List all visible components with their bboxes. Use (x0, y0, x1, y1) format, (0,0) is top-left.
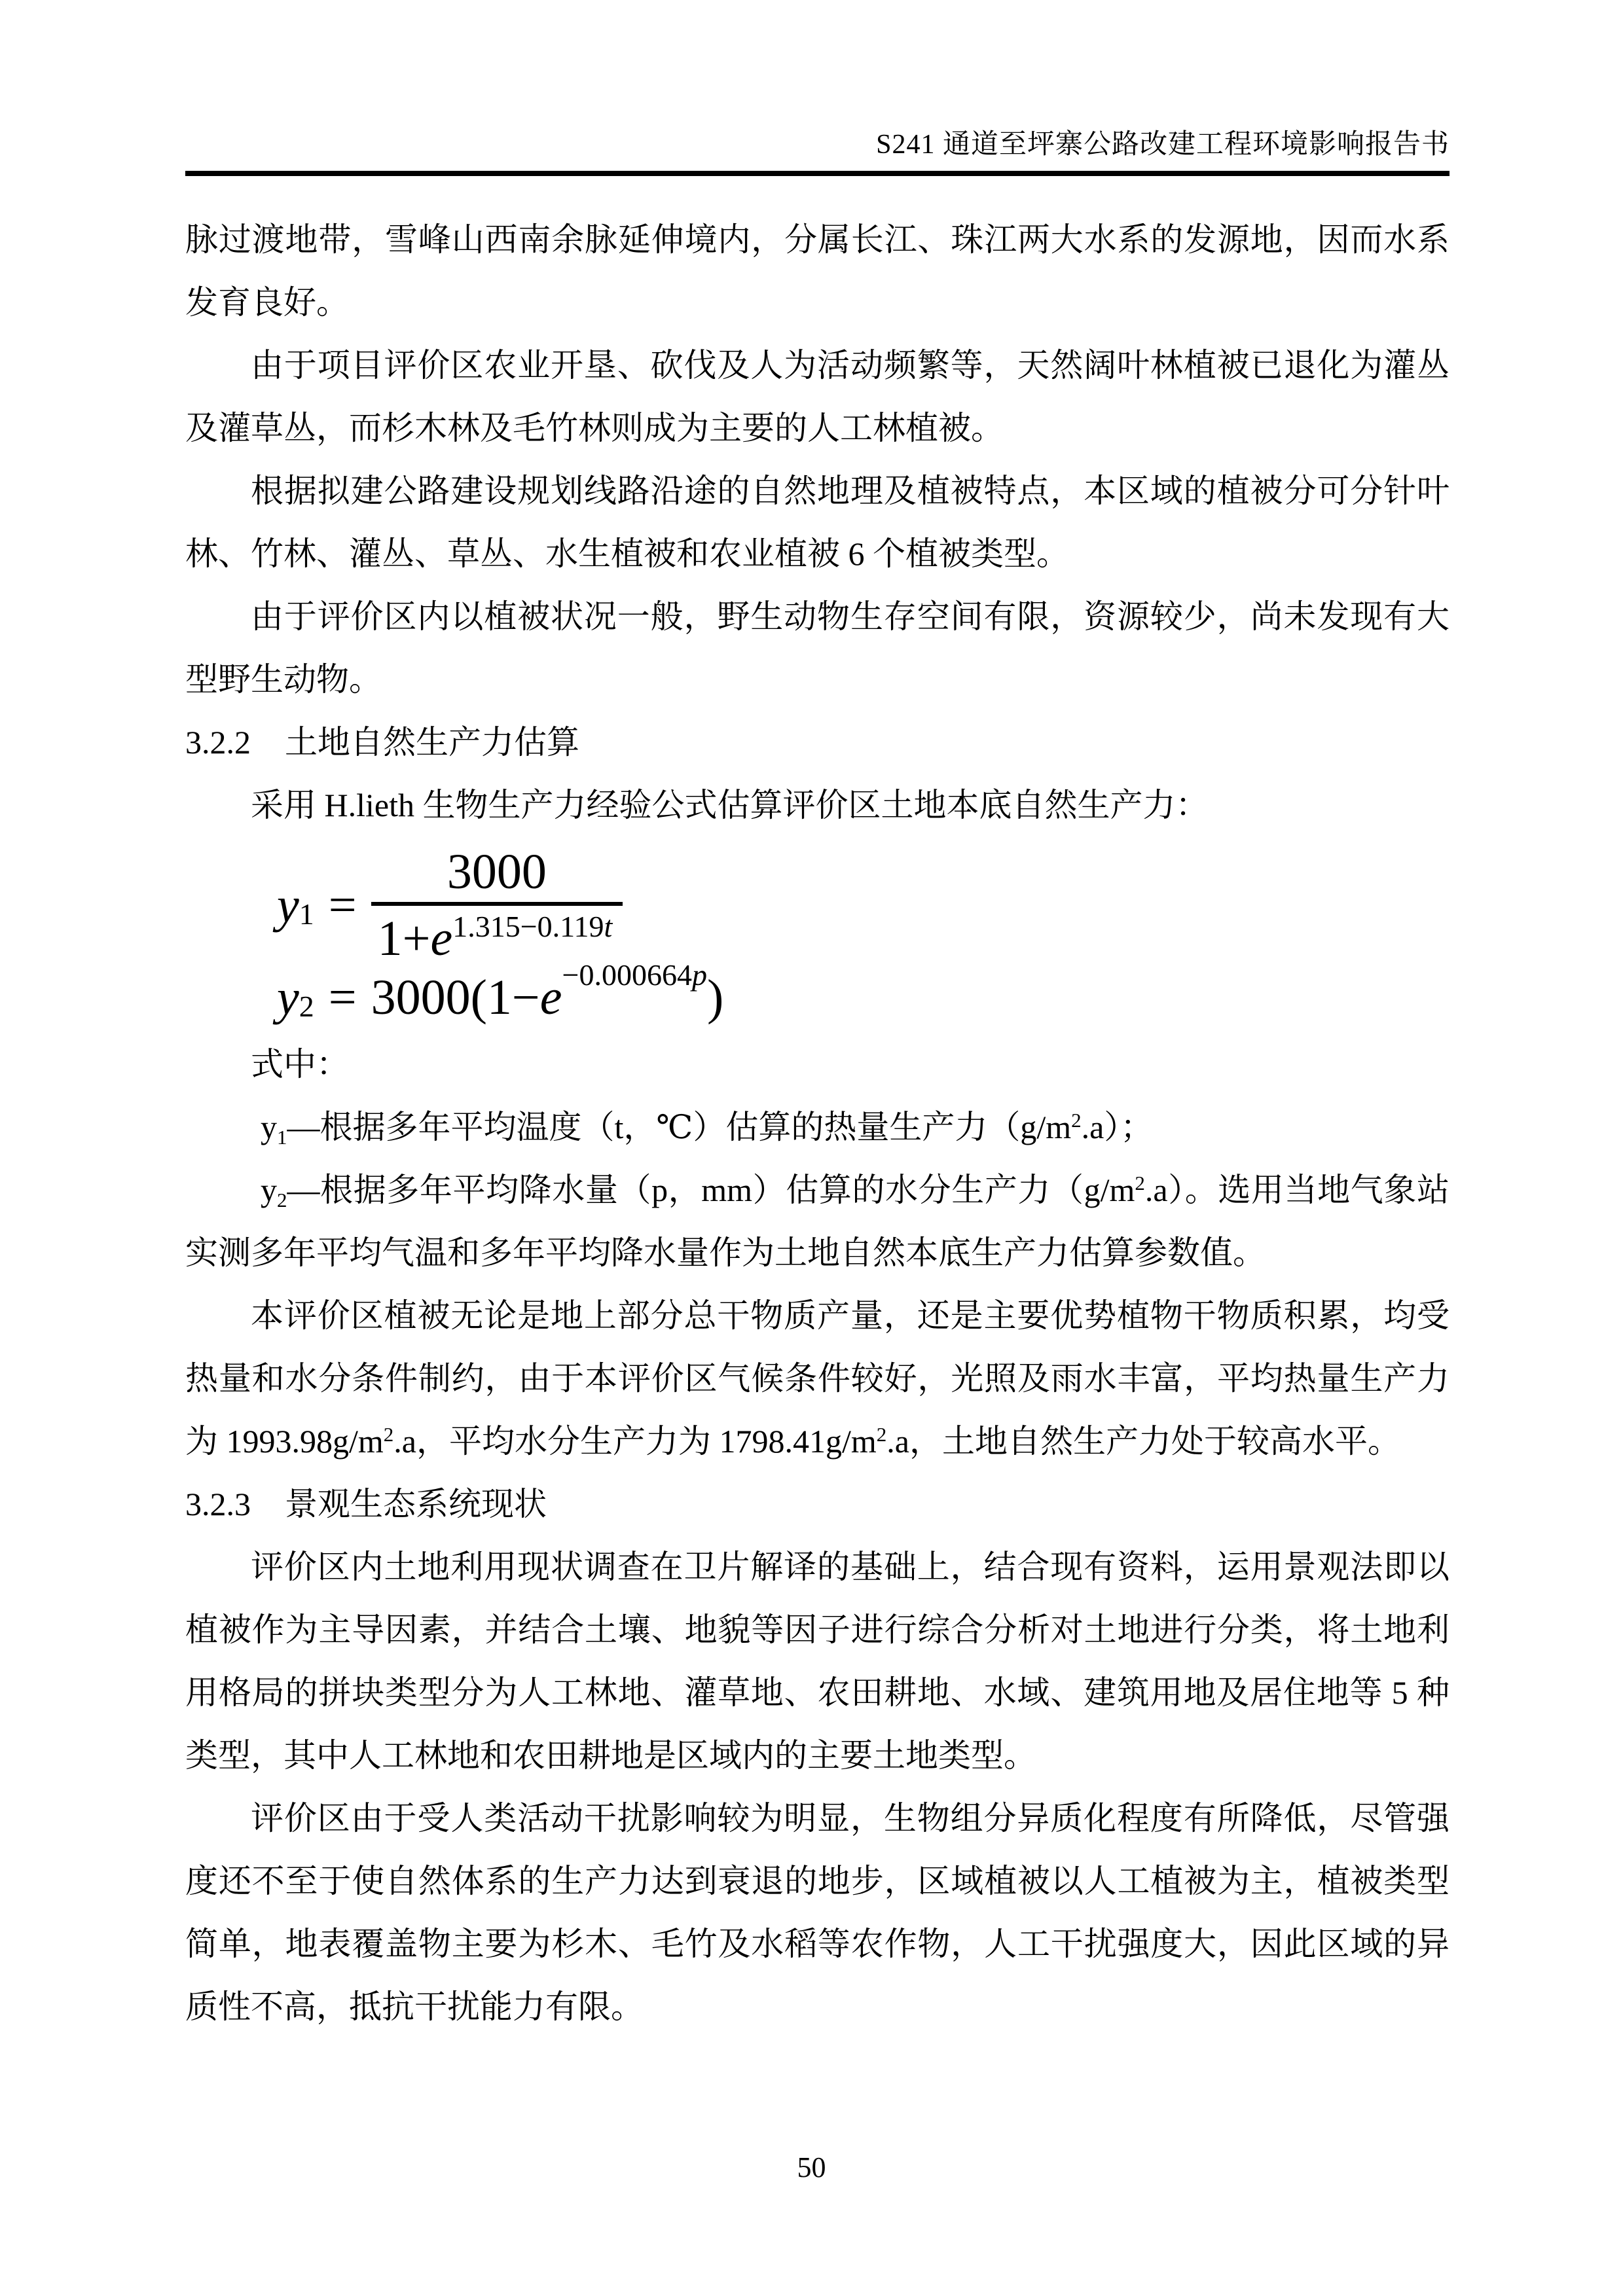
paragraph-landscape-survey: 评价区内土地利用现状调查在卫片解译的基础上，结合现有资料，运用景观法即以植被作为主导因素，并结合土壤、地貌等因子进行综合分析对土地进行分类，将土地利用格局的拼块类型分为人工林地、灌草地、农田耕地、水域、建筑用地及居住地等 5 种类型，其中人工林地和农田耕地是区域内的主要土地类型。 (185, 1549, 1450, 1774)
euler-e: e (430, 911, 453, 966)
section-heading-323 (185, 1473, 1450, 1535)
definition-y2 (185, 1158, 1450, 1284)
exponent (452, 910, 612, 943)
section-title: 土地自然生产力估算 (285, 724, 579, 761)
header-title: S241 通道至坪寨公路改建工程环境影响报告书 (876, 130, 1450, 160)
superscript-2: 2 (1071, 1108, 1082, 1132)
section-heading-322 (185, 711, 1450, 774)
denominator-prefix: 1+ (377, 911, 431, 966)
definition-y1 (185, 1096, 1450, 1158)
fraction-numerator: 3000 (447, 844, 547, 899)
paragraph-continuation: 脉过渡地带，雪峰山西南余脉延伸境内，分属长江、珠江两大水系的发源地，因而水系发育良好。 (185, 221, 1450, 321)
superscript-2: 2 (383, 1422, 394, 1446)
def-variable-y1: y (261, 1109, 277, 1145)
fraction (371, 844, 623, 966)
exponent-coefficient: 1.315−0.119 (452, 910, 604, 944)
document-body (185, 208, 1450, 2038)
paragraph-vegetation-degradation: 由于项目评价区农业开垦、砍伐及人为活动频繁等，天然阔叶林植被已退化为灌丛及灌草丛，而杉木林及毛竹林则成为主要的人工林植被。 (185, 347, 1450, 446)
equals-sign: = (328, 878, 357, 933)
equals-sign: = (328, 970, 357, 1025)
paragraph-productivity-values (185, 1284, 1450, 1473)
euler-e: e (539, 970, 562, 1025)
formula-body: 3000(1− (371, 970, 540, 1025)
paragraph-formula-intro: 采用 H.lieth 生物生产力经验公式估算评价区土地本底自然生产力： (251, 787, 1209, 823)
where-label: 式中： (251, 1046, 349, 1083)
def-variable-y2: y (261, 1172, 277, 1208)
superscript-2: 2 (876, 1422, 887, 1446)
formula-y2: y 2 = 3000(1− e −0.000664p ) (277, 958, 724, 1025)
page-footer (0, 2151, 1623, 2184)
formula-variable-y1: y (277, 878, 299, 933)
section-title: 景观生态系统现状 (285, 1486, 547, 1522)
closing-paren: ) (706, 970, 724, 1025)
def-subscript: 1 (277, 1125, 287, 1149)
exponent-coefficient: −0.000664 (562, 958, 692, 992)
exponent-variable-t: t (604, 910, 613, 944)
page-number: 50 (797, 2151, 826, 2183)
fraction-denominator (371, 902, 623, 966)
productivity-text-3: .a，土地自然生产力处于较高水平。 (886, 1423, 1400, 1460)
productivity-text-1: 本评价区植被无论是地上部分总干物质产量，还是主要优势植物干物质积累，均受热量和水分条件制约，由于本评价区气候条件较好，光照及雨水丰富，平均热量生产力为 1993.98g/m (185, 1297, 1450, 1460)
section-number: 3.2.2 (185, 724, 251, 761)
header-rule (185, 171, 1450, 176)
paragraph-vegetation-types: 根据拟建公路建设规划线路沿途的自然地理及植被特点，本区域的植被分可分针叶林、竹林、灌丛、草丛、水生植被和农业植被 6 个植被类型。 (185, 473, 1450, 572)
formula-variable-y2: y (277, 970, 299, 1025)
formula-y1: y 1 = $\frac{3000}{1+e^{1.315-0.119t}}$ (277, 847, 1450, 963)
productivity-text-2: .a，平均水分生产力为 1798.41g/m (393, 1423, 877, 1460)
def-tail: .a）； (1081, 1109, 1154, 1145)
paragraph-disturbance: 评价区由于受人类活动干扰影响较为明显，生物组分异质化程度有所降低，尽管强度还不至于使自然体系的生产力达到衰退的地步，区域植被以人工植被为主，植被类型简单，地表覆盖物主要为杉木、毛竹及水稻等农作物，人工干扰强度大，因此区域的异质性不高，抵抗干扰能力有限。 (185, 1800, 1450, 2025)
def-subscript: 2 (277, 1188, 287, 1211)
def-text: —根据多年平均温度（t，℃）估算的热量生产力（g/m (287, 1109, 1072, 1145)
superscript-2: 2 (1135, 1171, 1145, 1194)
paragraph-wildlife: 由于评价区内以植被状况一般，野生动物生存空间有限，资源较少，尚未发现有大型野生动物。 (185, 598, 1450, 698)
def-tail: .a）。选用当地气象站实测多年平均气温和多年平均降水量作为土地自然本底生产力估算参数值。 (185, 1172, 1450, 1271)
def-text: —根据多年平均降水量（p，mm）估算的水分生产力（g/m (287, 1172, 1135, 1208)
exponent-variable-p: p (691, 958, 707, 992)
section-number: 3.2.3 (185, 1486, 251, 1522)
